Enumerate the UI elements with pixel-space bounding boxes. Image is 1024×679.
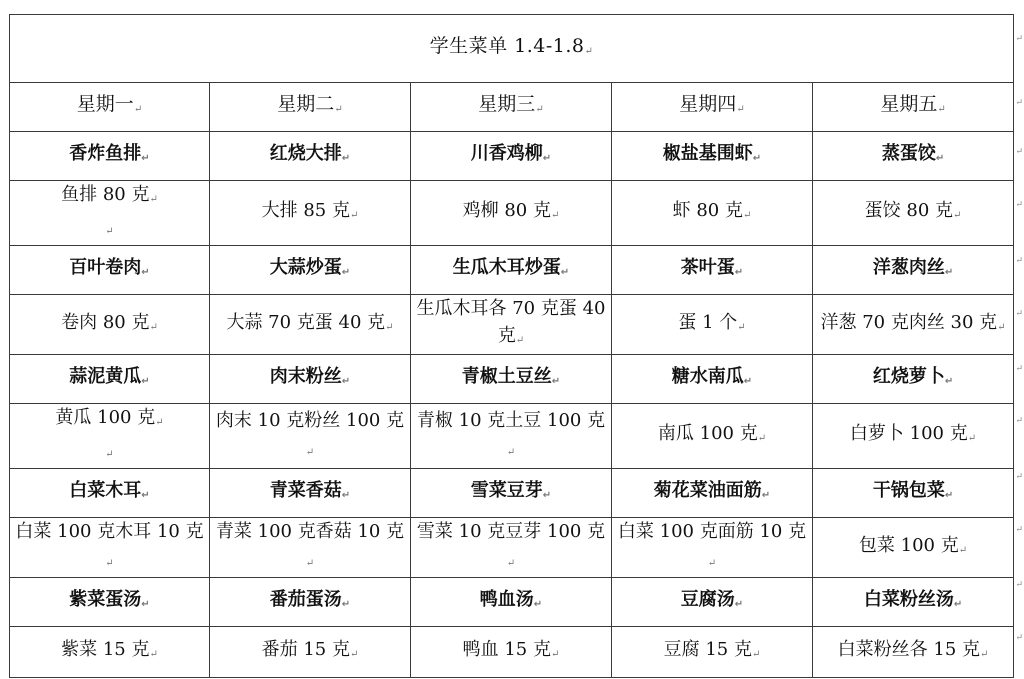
dish-name: 番茄蛋汤↵ — [210, 578, 411, 627]
amount-row-main — [10, 181, 1014, 246]
dish-amount: 大蒜 70 克蛋 40 克↵ — [210, 295, 411, 355]
dish-amount: 白萝卜 100 克↵ — [813, 404, 1014, 469]
dish-name: 鸭血汤↵ — [411, 578, 612, 627]
day-header-thu: 星期四↵ — [612, 83, 813, 132]
dish-amount: 卷肉 80 克↵ — [10, 295, 210, 355]
weekday-header-row — [10, 83, 1014, 132]
dish-amount: 鸭血 15 克↵ — [411, 627, 612, 678]
row-end-mark: ↵ — [1015, 256, 1023, 266]
dish-amount: 白菜 100 克木耳 10 克↵ — [10, 518, 210, 578]
dish-row-second — [10, 246, 1014, 295]
dish-name: 糖水南瓜↵ — [612, 355, 813, 404]
row-end-mark: ↵ — [1015, 364, 1023, 374]
dish-amount: 包菜 100 克↵ — [813, 518, 1014, 578]
day-header-mon: 星期一↵ — [10, 83, 210, 132]
day-header-tue: 星期二↵ — [210, 83, 411, 132]
dish-name: 椒盐基围虾↵ — [612, 132, 813, 181]
dish-amount: 南瓜 100 克↵ — [612, 404, 813, 469]
dish-name: 菊花菜油面筋↵ — [612, 469, 813, 518]
paragraph-mark: ↵ — [584, 45, 594, 57]
dish-amount: 鱼排 80 克↵ ↵ — [10, 181, 210, 246]
day-header-fri: 星期五↵ — [813, 83, 1014, 132]
dish-amount: 白菜粉丝各 15 克↵ — [813, 627, 1014, 678]
dish-name: 蒸蛋饺↵ — [813, 132, 1014, 181]
day-header-wed: 星期三↵ — [411, 83, 612, 132]
dish-amount: 蛋 1 个↵ — [612, 295, 813, 355]
dish-name: 蒜泥黄瓜↵ — [10, 355, 210, 404]
dish-row-soup — [10, 578, 1014, 627]
dish-amount: 蛋饺 80 克↵ — [813, 181, 1014, 246]
menu-table — [9, 14, 1014, 678]
dish-amount: 紫菜 15 克↵ — [10, 627, 210, 678]
title-row — [10, 15, 1014, 83]
dish-row-main — [10, 132, 1014, 181]
dish-amount: 白菜 100 克面筋 10 克↵ — [612, 518, 813, 578]
dish-name: 红烧大排↵ — [210, 132, 411, 181]
dish-amount: 番茄 15 克↵ — [210, 627, 411, 678]
dish-amount: 青菜 100 克香菇 10 克↵ — [210, 518, 411, 578]
dish-name: 青椒土豆丝↵ — [411, 355, 612, 404]
dish-name: 雪菜豆芽↵ — [411, 469, 612, 518]
dish-name: 青菜香菇↵ — [210, 469, 411, 518]
dish-name: 干锅包菜↵ — [813, 469, 1014, 518]
dish-amount: 虾 80 克↵ — [612, 181, 813, 246]
dish-amount: 肉末 10 克粉丝 100 克↵ — [210, 404, 411, 469]
row-end-mark: ↵ — [1015, 309, 1023, 319]
dish-row-fourth — [10, 469, 1014, 518]
dish-amount: 雪菜 10 克豆芽 100 克↵ — [411, 518, 612, 578]
row-end-mark: ↵ — [1015, 525, 1023, 535]
row-end-mark: ↵ — [1015, 472, 1023, 482]
dish-name: 洋葱肉丝↵ — [813, 246, 1014, 295]
row-end-mark: ↵ — [1015, 147, 1023, 157]
dish-row-third — [10, 355, 1014, 404]
dish-amount: 豆腐 15 克↵ — [612, 627, 813, 678]
row-end-mark: ↵ — [1015, 34, 1023, 44]
row-end-mark: ↵ — [1015, 580, 1023, 590]
dish-name: 生瓜木耳炒蛋↵ — [411, 246, 612, 295]
dish-amount: 生瓜木耳各 70 克蛋 40 克↵ — [411, 295, 612, 355]
dish-name: 大蒜炒蛋↵ — [210, 246, 411, 295]
dish-name: 白菜粉丝汤↵ — [813, 578, 1014, 627]
dish-amount: 鸡柳 80 克↵ — [411, 181, 612, 246]
dish-amount: 洋葱 70 克肉丝 30 克↵ — [813, 295, 1014, 355]
dish-name: 川香鸡柳↵ — [411, 132, 612, 181]
dish-name: 百叶卷肉↵ — [10, 246, 210, 295]
row-end-mark: ↵ — [1015, 98, 1023, 108]
dish-name: 白菜木耳↵ — [10, 469, 210, 518]
dish-name: 茶叶蛋↵ — [612, 246, 813, 295]
dish-name: 豆腐汤↵ — [612, 578, 813, 627]
row-end-mark: ↵ — [1015, 200, 1023, 210]
amount-row-fourth — [10, 518, 1014, 578]
amount-row-second — [10, 295, 1014, 355]
menu-title-text: 学生菜单 1.4-1.8 — [429, 34, 585, 57]
dish-name: 紫菜蛋汤↵ — [10, 578, 210, 627]
dish-amount: 青椒 10 克土豆 100 克↵ — [411, 404, 612, 469]
dish-amount: 大排 85 克↵ — [210, 181, 411, 246]
row-end-mark: ↵ — [1015, 633, 1023, 643]
amount-row-third — [10, 404, 1014, 469]
dish-name: 肉末粉丝↵ — [210, 355, 411, 404]
row-end-mark: ↵ — [1015, 416, 1023, 426]
dish-name: 红烧萝卜↵ — [813, 355, 1014, 404]
menu-title — [10, 15, 1014, 83]
dish-name: 香炸鱼排↵ — [10, 132, 210, 181]
dish-amount: 黄瓜 100 克↵ ↵ — [10, 404, 210, 469]
amount-row-soup — [10, 627, 1014, 678]
